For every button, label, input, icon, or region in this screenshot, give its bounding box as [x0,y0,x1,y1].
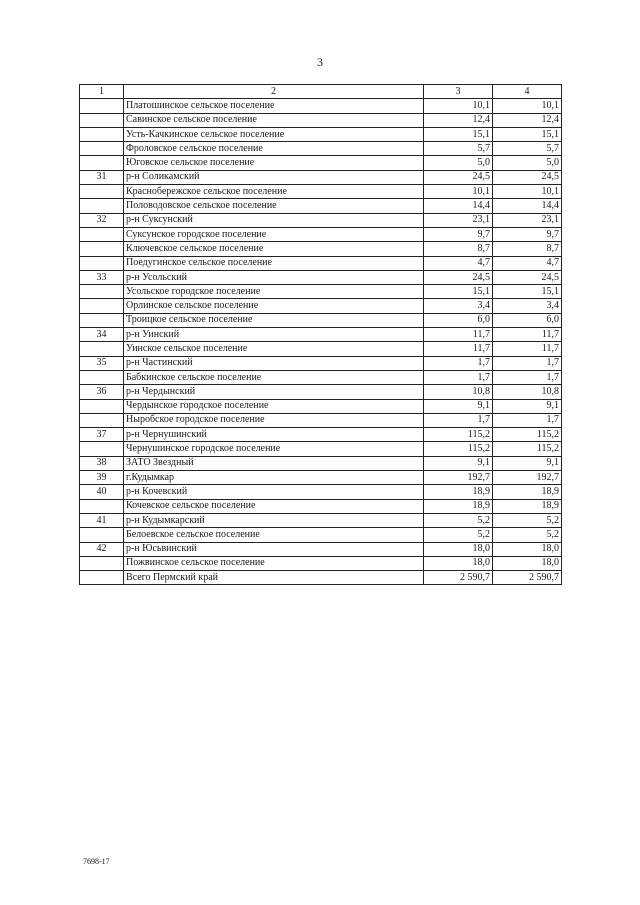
row-number-cell [80,413,124,427]
municipality-name-cell: Поедугинское сельское поселение [124,256,424,270]
value-column-3-cell: 23,1 [424,213,493,227]
municipality-name-cell: р-н Уинский [124,328,424,342]
value-column-3-cell: 2 590,7 [424,571,493,585]
value-column-3-cell: 6,0 [424,313,493,327]
table-row [80,328,562,342]
value-column-4-cell: 23,1 [493,213,562,227]
column-header-3: 3 [424,85,493,99]
value-column-4-cell: 5,0 [493,156,562,170]
value-column-4-cell: 9,1 [493,399,562,413]
value-column-4-cell: 24,5 [493,170,562,184]
row-number-cell [80,227,124,241]
value-column-4-cell: 4,7 [493,256,562,270]
row-number-cell [80,99,124,113]
value-column-3-cell: 12,4 [424,113,493,127]
value-column-4-cell: 18,9 [493,485,562,499]
row-number-cell [80,499,124,513]
row-number-cell: 33 [80,270,124,284]
value-column-3-cell: 5,7 [424,142,493,156]
value-column-4-cell: 5,2 [493,528,562,542]
municipality-name-cell: Усть-Качкинское сельское поселение [124,127,424,141]
table-row [80,113,562,127]
value-column-4-cell: 10,1 [493,185,562,199]
municipality-name-cell: Всего Пермский край [124,571,424,585]
municipality-name-cell: Чернушинское городское поселение [124,442,424,456]
row-number-cell [80,113,124,127]
value-column-3-cell: 115,2 [424,428,493,442]
value-column-3-cell: 24,5 [424,170,493,184]
row-number-cell: 40 [80,485,124,499]
table-row [80,442,562,456]
value-column-3-cell: 15,1 [424,127,493,141]
municipality-name-cell: Кочевское сельское поселение [124,499,424,513]
value-column-3-cell: 3,4 [424,299,493,313]
value-column-3-cell: 14,4 [424,199,493,213]
value-column-3-cell: 1,7 [424,356,493,370]
value-column-3-cell: 192,7 [424,471,493,485]
row-number-cell [80,127,124,141]
column-header-1: 1 [80,85,124,99]
table-row [80,270,562,284]
value-column-4-cell: 15,1 [493,127,562,141]
table-body [80,99,562,585]
table-row [80,227,562,241]
table-row [80,542,562,556]
document-code: 7698-17 [83,857,110,866]
value-column-4-cell: 5,2 [493,513,562,527]
municipality-name-cell: Уинское сельское поселение [124,342,424,356]
row-number-cell [80,156,124,170]
municipality-name-cell: Пожвинское сельское поселение [124,556,424,570]
value-column-4-cell: 15,1 [493,285,562,299]
value-column-4-cell: 12,4 [493,113,562,127]
value-column-3-cell: 9,1 [424,399,493,413]
municipality-name-cell: р-н Чернушинский [124,428,424,442]
value-column-3-cell: 18,0 [424,542,493,556]
value-column-3-cell: 9,1 [424,456,493,470]
table-row [80,99,562,113]
row-number-cell [80,142,124,156]
row-number-cell [80,185,124,199]
municipality-name-cell: р-н Чердынский [124,385,424,399]
value-column-4-cell: 5,7 [493,142,562,156]
row-number-cell [80,528,124,542]
row-number-cell [80,571,124,585]
table-row [80,256,562,270]
value-column-4-cell: 9,1 [493,456,562,470]
value-column-4-cell: 6,0 [493,313,562,327]
municipality-name-cell: Фроловское сельское поселение [124,142,424,156]
value-column-4-cell: 2 590,7 [493,571,562,585]
municipality-name-cell: Белоевское сельское поселение [124,528,424,542]
value-column-3-cell: 11,7 [424,328,493,342]
value-column-3-cell: 11,7 [424,342,493,356]
value-column-3-cell: 8,7 [424,242,493,256]
value-column-4-cell: 14,4 [493,199,562,213]
row-number-cell [80,342,124,356]
value-column-4-cell: 18,9 [493,499,562,513]
municipality-name-cell: Краснобережское сельское поселение [124,185,424,199]
row-number-cell: 37 [80,428,124,442]
column-header-4: 4 [493,85,562,99]
table-row [80,399,562,413]
value-column-4-cell: 3,4 [493,299,562,313]
row-number-cell: 42 [80,542,124,556]
municipality-name-cell: р-н Кудымкарский [124,513,424,527]
value-column-4-cell: 10,1 [493,99,562,113]
municipality-name-cell: Савинское сельское поселение [124,113,424,127]
column-header-2: 2 [124,85,424,99]
table-row [80,213,562,227]
value-column-3-cell: 115,2 [424,442,493,456]
municipality-name-cell: Чердынское городское поселение [124,399,424,413]
value-column-4-cell: 1,7 [493,370,562,384]
value-column-4-cell: 18,0 [493,542,562,556]
row-number-cell: 32 [80,213,124,227]
municipality-name-cell: Троицкое сельское поселение [124,313,424,327]
table-row [80,142,562,156]
table-row [80,370,562,384]
municipality-name-cell: Юговское сельское поселение [124,156,424,170]
municipality-name-cell: г.Кудымкар [124,471,424,485]
table-row [80,199,562,213]
value-column-4-cell: 9,7 [493,227,562,241]
municipality-name-cell: ЗАТО Звездный [124,456,424,470]
table-row [80,313,562,327]
value-column-4-cell: 24,5 [493,270,562,284]
value-column-4-cell: 11,7 [493,342,562,356]
table-row [80,571,562,585]
table-row [80,342,562,356]
row-number-cell: 41 [80,513,124,527]
table-row [80,428,562,442]
value-column-4-cell: 115,2 [493,428,562,442]
row-number-cell [80,370,124,384]
value-column-4-cell: 115,2 [493,442,562,456]
value-column-3-cell: 1,7 [424,370,493,384]
table-row [80,299,562,313]
municipality-name-cell: Бабкинское сельское поселение [124,370,424,384]
value-column-3-cell: 10,1 [424,99,493,113]
row-number-cell: 36 [80,385,124,399]
municipality-name-cell: Половодовское сельское поселение [124,199,424,213]
table-row [80,485,562,499]
municipality-name-cell: Орлинское сельское поселение [124,299,424,313]
table-row [80,356,562,370]
value-column-3-cell: 5,2 [424,528,493,542]
municipality-name-cell: Ныробское городское поселение [124,413,424,427]
value-column-3-cell: 18,9 [424,485,493,499]
row-number-cell [80,442,124,456]
municipality-name-cell: р-н Кочевский [124,485,424,499]
table-row [80,413,562,427]
municipality-name-cell: Суксунское городское поселение [124,227,424,241]
row-number-cell [80,556,124,570]
allocation-table [79,84,562,585]
value-column-3-cell: 4,7 [424,256,493,270]
table-row [80,456,562,470]
value-column-3-cell: 10,1 [424,185,493,199]
value-column-3-cell: 5,0 [424,156,493,170]
value-column-3-cell: 5,2 [424,513,493,527]
row-number-cell [80,256,124,270]
table-row [80,170,562,184]
table-row [80,242,562,256]
row-number-cell [80,242,124,256]
table-row [80,528,562,542]
value-column-3-cell: 1,7 [424,413,493,427]
page-number: 3 [317,55,323,69]
table-row [80,285,562,299]
municipality-name-cell: р-н Юсьвинский [124,542,424,556]
table-row [80,556,562,570]
value-column-3-cell: 15,1 [424,285,493,299]
table-row [80,127,562,141]
value-column-3-cell: 18,0 [424,556,493,570]
value-column-4-cell: 1,7 [493,356,562,370]
table-row [80,471,562,485]
table-row [80,385,562,399]
municipality-name-cell: р-н Частинский [124,356,424,370]
row-number-cell [80,285,124,299]
value-column-3-cell: 9,7 [424,227,493,241]
table-header-row [80,85,562,99]
value-column-4-cell: 1,7 [493,413,562,427]
value-column-3-cell: 24,5 [424,270,493,284]
value-column-4-cell: 11,7 [493,328,562,342]
municipality-name-cell: Усольское городское поселение [124,285,424,299]
municipality-name-cell: р-н Соликамский [124,170,424,184]
row-number-cell: 39 [80,471,124,485]
municipality-name-cell: р-н Усольский [124,270,424,284]
row-number-cell [80,313,124,327]
row-number-cell: 31 [80,170,124,184]
row-number-cell [80,299,124,313]
municipality-name-cell: р-н Суксунский [124,213,424,227]
value-column-4-cell: 10,8 [493,385,562,399]
value-column-4-cell: 192,7 [493,471,562,485]
value-column-4-cell: 8,7 [493,242,562,256]
value-column-4-cell: 18,0 [493,556,562,570]
row-number-cell: 35 [80,356,124,370]
table-row [80,156,562,170]
row-number-cell: 38 [80,456,124,470]
municipality-name-cell: Платошинское сельское поселение [124,99,424,113]
table-row [80,499,562,513]
value-column-3-cell: 10,8 [424,385,493,399]
value-column-3-cell: 18,9 [424,499,493,513]
row-number-cell: 34 [80,328,124,342]
table-row [80,513,562,527]
municipality-name-cell: Ключевское сельское поселение [124,242,424,256]
row-number-cell [80,399,124,413]
row-number-cell [80,199,124,213]
table-row [80,185,562,199]
